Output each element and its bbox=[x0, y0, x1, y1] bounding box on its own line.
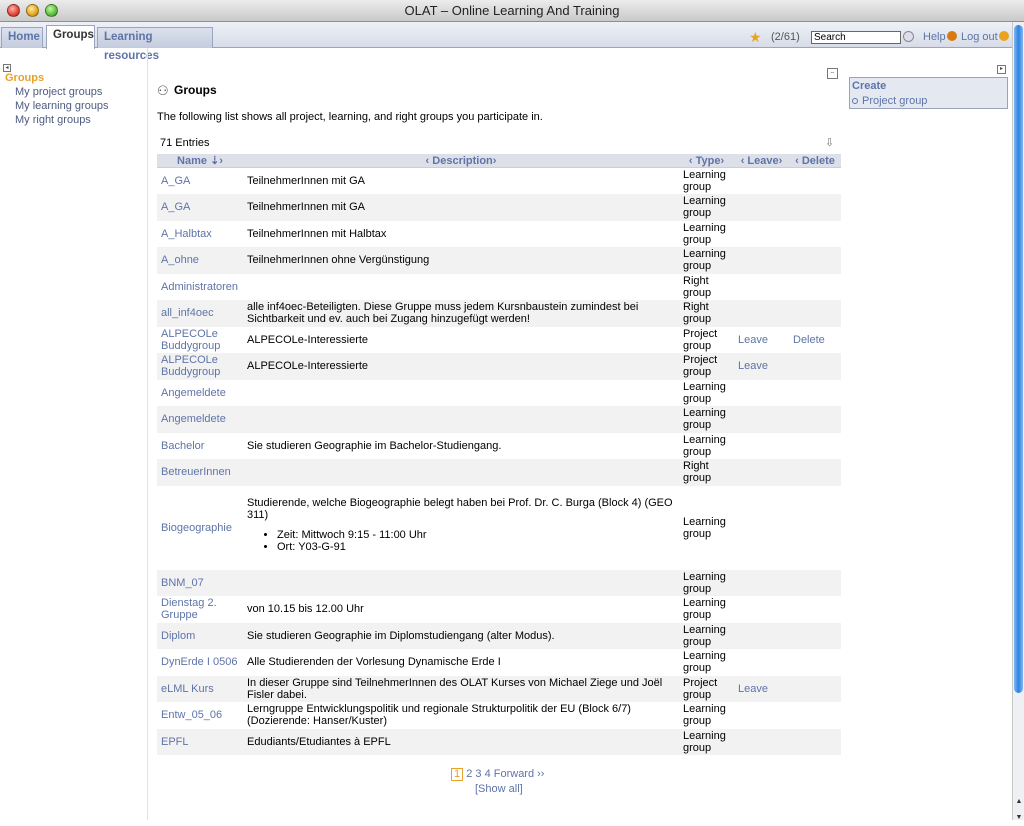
group-name-link[interactable]: Angemeldete bbox=[161, 386, 226, 399]
table-row bbox=[157, 649, 841, 676]
help-label: Help bbox=[923, 31, 946, 43]
pagination bbox=[451, 768, 544, 781]
window-title: OLAT – Online Learning And Training bbox=[404, 3, 620, 18]
group-name-link[interactable]: Diplom bbox=[157, 623, 243, 650]
group-description bbox=[243, 406, 679, 433]
description-list-item: • Zeit: Mittwoch 9:15 - 11:00 Uhr bbox=[277, 529, 679, 541]
group-type: Learning group bbox=[683, 515, 726, 540]
group-type: Project group bbox=[679, 353, 734, 380]
delete-link[interactable]: Delete bbox=[793, 333, 825, 346]
group-name-link[interactable]: ALPECOLe Buddygroup bbox=[161, 327, 221, 352]
delete-link bbox=[789, 596, 841, 623]
delete-link bbox=[789, 702, 841, 729]
group-name-link[interactable]: BNM_07 bbox=[157, 570, 243, 597]
help-link[interactable] bbox=[923, 31, 957, 43]
delete-link bbox=[789, 300, 841, 327]
group-name-link[interactable]: Angemeldete bbox=[157, 406, 243, 433]
table-row bbox=[157, 380, 841, 407]
group-type: Learning group bbox=[683, 169, 726, 193]
help-icon bbox=[947, 31, 957, 41]
group-type: Right group bbox=[679, 300, 734, 327]
group-type: Right group bbox=[683, 274, 712, 299]
table-row bbox=[157, 221, 841, 248]
table-row bbox=[157, 353, 841, 380]
logout-icon bbox=[999, 31, 1009, 41]
group-name-link[interactable]: DynErde I 0506 bbox=[161, 656, 238, 669]
delete-link bbox=[789, 194, 841, 221]
column-header-type[interactable]: ‹ Type› bbox=[679, 154, 734, 168]
leave-link bbox=[734, 729, 789, 756]
group-type: Learning group bbox=[679, 194, 734, 221]
table-row bbox=[157, 623, 841, 650]
sort-arrow-icon: ⇣› bbox=[210, 155, 223, 167]
page-current[interactable]: 1 bbox=[451, 768, 463, 781]
description-list-item: • Ort: Y03-G-91 bbox=[277, 541, 679, 553]
group-name-link[interactable]: A_GA bbox=[157, 194, 243, 221]
table-row bbox=[157, 729, 841, 756]
group-name-link[interactable]: A_ohne bbox=[157, 247, 243, 274]
table-row bbox=[157, 168, 841, 195]
group-description: Sie studieren Geographie im Bachelor-Studiengang. bbox=[247, 439, 502, 452]
table-row bbox=[157, 274, 841, 301]
delete-link bbox=[789, 221, 841, 248]
create-project-group-label: Project group bbox=[862, 95, 928, 107]
group-name-link[interactable]: A_GA bbox=[161, 175, 191, 187]
delete-link bbox=[789, 433, 841, 460]
group-name-link[interactable]: ALPECOLe Buddygroup bbox=[157, 353, 243, 380]
delete-link bbox=[789, 406, 841, 433]
group-description-text: Studierende, welche Biogeographie belegt haben bei Prof. Dr. C. Burga (Block 4) (GEO 311) bbox=[247, 496, 673, 521]
create-project-group-link[interactable] bbox=[852, 95, 927, 107]
group-type: Project group bbox=[679, 676, 734, 703]
delete-link bbox=[789, 380, 841, 407]
search-input[interactable] bbox=[811, 31, 901, 44]
logout-label: Log out bbox=[961, 31, 998, 43]
group-description: ALPECOLe-Interessierte bbox=[247, 333, 369, 346]
table-row bbox=[157, 596, 841, 623]
group-description: Edudiants/Etudiantes à EPFL bbox=[243, 729, 679, 756]
scroll-up-arrow-icon[interactable]: ▲ bbox=[1015, 798, 1023, 805]
leave-link bbox=[734, 570, 789, 597]
delete-link bbox=[789, 676, 841, 703]
table-row bbox=[157, 247, 841, 274]
leave-link bbox=[734, 380, 789, 407]
leave-link[interactable]: Leave bbox=[734, 676, 789, 703]
group-type: Project group bbox=[683, 327, 718, 352]
description-list bbox=[277, 529, 679, 553]
group-name-link[interactable]: Entw_05_06 bbox=[161, 709, 223, 722]
leave-link bbox=[734, 300, 789, 327]
delete-link bbox=[789, 623, 841, 650]
group-description: von 10.15 bis 12.00 Uhr bbox=[247, 603, 364, 616]
group-type: Learning group bbox=[679, 623, 734, 650]
group-type: Learning group bbox=[683, 433, 726, 458]
groups-icon: ⚇ bbox=[157, 83, 169, 98]
leave-link[interactable]: Leave bbox=[734, 353, 789, 380]
column-header-leave[interactable]: ‹ Leave› bbox=[734, 154, 789, 168]
delete-link bbox=[789, 168, 841, 195]
group-description: TeilnehmerInnen mit Halbtax bbox=[247, 227, 387, 240]
export-table-icon[interactable]: ⇩ bbox=[825, 137, 835, 149]
tab-home[interactable]: Home bbox=[1, 27, 43, 48]
table-row bbox=[157, 433, 841, 460]
group-description: alle inf4oec-Beteiligten. Diese Gruppe muss jedem Kursnbaustein zumindest bei Sichtbarkeit und ev. auch bei Zugang hinzugefügt werden! bbox=[243, 300, 679, 327]
table-row bbox=[157, 676, 841, 703]
group-type: Learning group bbox=[683, 380, 726, 405]
column-header-description[interactable]: ‹ Description› bbox=[243, 154, 679, 168]
page-link-4[interactable]: 4 bbox=[484, 768, 491, 780]
group-description: Sie studieren Geographie im Diplomstudiengang (alter Modus). bbox=[243, 623, 679, 650]
group-type: Learning group bbox=[679, 729, 734, 756]
delete-link bbox=[789, 353, 841, 380]
left-sidebar bbox=[0, 48, 148, 820]
group-description bbox=[243, 274, 679, 301]
leave-link bbox=[734, 486, 789, 570]
close-window-button[interactable] bbox=[7, 4, 20, 17]
group-description bbox=[243, 459, 679, 486]
group-name-link[interactable]: eLML Kurs bbox=[157, 676, 243, 703]
leave-link bbox=[734, 623, 789, 650]
group-name-link[interactable]: Biogeographie bbox=[161, 521, 232, 534]
show-all-link[interactable]: [Show all] bbox=[475, 783, 523, 795]
group-description: Lerngruppe Entwicklungspolitik und regionale Strukturpolitik der EU (Block 6/7) (Dozierende: Hanser/Kuster) bbox=[247, 703, 631, 728]
group-name-link[interactable]: EPFL bbox=[157, 729, 243, 756]
delete-link bbox=[789, 570, 841, 597]
delete-link bbox=[789, 649, 841, 676]
vertical-scrollbar[interactable] bbox=[1012, 22, 1024, 820]
delete-link bbox=[789, 247, 841, 274]
leave-link bbox=[734, 433, 789, 460]
group-type: Right group bbox=[679, 459, 734, 486]
intro-text: The following list shows all project, learning, and right groups you participate in. bbox=[157, 111, 543, 123]
leave-link bbox=[734, 194, 789, 221]
sidebar-item-right-groups[interactable]: My right groups bbox=[15, 114, 91, 126]
group-description bbox=[243, 570, 679, 597]
group-description: TeilnehmerInnen mit GA bbox=[243, 194, 679, 221]
entry-count: 71 Entries bbox=[160, 137, 210, 149]
logout-link[interactable] bbox=[961, 31, 1009, 43]
group-type: Learning group bbox=[679, 406, 734, 433]
scrollbar-thumb[interactable] bbox=[1014, 25, 1023, 693]
forward-link[interactable]: Forward ›› bbox=[493, 768, 545, 780]
collapse-right-icon[interactable]: ▸ bbox=[997, 65, 1006, 74]
column-header-delete[interactable]: ‹ Delete bbox=[789, 154, 841, 168]
search-go-icon[interactable] bbox=[903, 31, 914, 42]
group-name-link[interactable]: A_Halbtax bbox=[161, 227, 212, 240]
create-box bbox=[849, 77, 1008, 109]
delete-link bbox=[789, 729, 841, 756]
table-row bbox=[157, 327, 841, 354]
group-type: Learning group bbox=[683, 703, 726, 728]
leave-link[interactable]: Leave bbox=[738, 333, 768, 346]
bookmark-star-icon[interactable]: ★ bbox=[749, 29, 762, 45]
group-description bbox=[243, 380, 679, 407]
table-row bbox=[157, 459, 841, 486]
group-description: ALPECOLe-Interessierte bbox=[243, 353, 679, 380]
table-row bbox=[157, 570, 841, 597]
group-type: Learning group bbox=[679, 570, 734, 597]
leave-link bbox=[734, 247, 789, 274]
page-title: Groups bbox=[174, 83, 217, 97]
tab-groups[interactable]: Groups bbox=[46, 25, 95, 49]
leave-link bbox=[734, 702, 789, 729]
group-type: Learning group bbox=[683, 597, 726, 622]
create-title: Create bbox=[852, 80, 887, 92]
group-type: Learning group bbox=[679, 247, 734, 274]
group-type: Learning group bbox=[683, 221, 726, 246]
page-link-3[interactable]: 3 bbox=[475, 768, 482, 780]
group-description bbox=[243, 486, 679, 570]
delete-link bbox=[789, 486, 841, 570]
table-row bbox=[157, 486, 841, 570]
page-link-2[interactable]: 2 bbox=[466, 768, 473, 780]
window-titlebar bbox=[0, 0, 1024, 22]
table-row bbox=[157, 406, 841, 433]
leave-link bbox=[734, 596, 789, 623]
group-name-link[interactable]: all_inf4oec bbox=[157, 300, 243, 327]
online-users-counter[interactable]: (2/61) bbox=[771, 31, 800, 43]
tab-learning-resources[interactable]: Learning resources bbox=[97, 27, 213, 48]
group-type: Learning group bbox=[683, 650, 726, 675]
column-header-name[interactable] bbox=[157, 154, 243, 168]
bullet-icon bbox=[852, 98, 858, 104]
leave-link bbox=[734, 459, 789, 486]
leave-link bbox=[734, 274, 789, 301]
groups-table bbox=[157, 154, 841, 755]
leave-link bbox=[734, 406, 789, 433]
leave-link bbox=[734, 649, 789, 676]
sidebar-item-project-groups[interactable]: My project groups bbox=[15, 86, 103, 98]
table-row bbox=[157, 194, 841, 221]
delete-link bbox=[789, 459, 841, 486]
group-description: TeilnehmerInnen ohne Vergünstigung bbox=[243, 247, 679, 274]
leave-link bbox=[734, 221, 789, 248]
group-name-link[interactable]: Bachelor bbox=[161, 439, 205, 452]
minimize-window-button[interactable] bbox=[26, 4, 39, 17]
group-description: TeilnehmerInnen mit GA bbox=[247, 175, 365, 187]
maximize-content-icon[interactable]: ⇔ bbox=[827, 68, 838, 79]
group-description: Alle Studierenden der Vorlesung Dynamische Erde I bbox=[247, 656, 501, 669]
group-name-link[interactable]: Dienstag 2. Gruppe bbox=[161, 597, 217, 622]
group-name-link[interactable]: BetreuerInnen bbox=[157, 459, 243, 486]
scroll-down-arrow-icon[interactable]: ▼ bbox=[1015, 814, 1023, 821]
column-header-name-label: Name bbox=[177, 155, 207, 167]
zoom-window-button[interactable] bbox=[45, 4, 58, 17]
table-row bbox=[157, 300, 841, 327]
collapse-left-icon[interactable]: ◂ bbox=[3, 64, 11, 72]
sidebar-item-learning-groups[interactable]: My learning groups bbox=[15, 100, 109, 112]
group-name-link[interactable]: Administratoren bbox=[161, 280, 239, 293]
sidebar-title[interactable]: Groups bbox=[5, 72, 45, 84]
leave-link bbox=[734, 168, 789, 195]
table-row bbox=[157, 702, 841, 729]
group-description: In dieser Gruppe sind TeilnehmerInnen des OLAT Kurses von Michael Ziege und Joël Fisler dabei. bbox=[243, 676, 679, 703]
delete-link bbox=[789, 274, 841, 301]
